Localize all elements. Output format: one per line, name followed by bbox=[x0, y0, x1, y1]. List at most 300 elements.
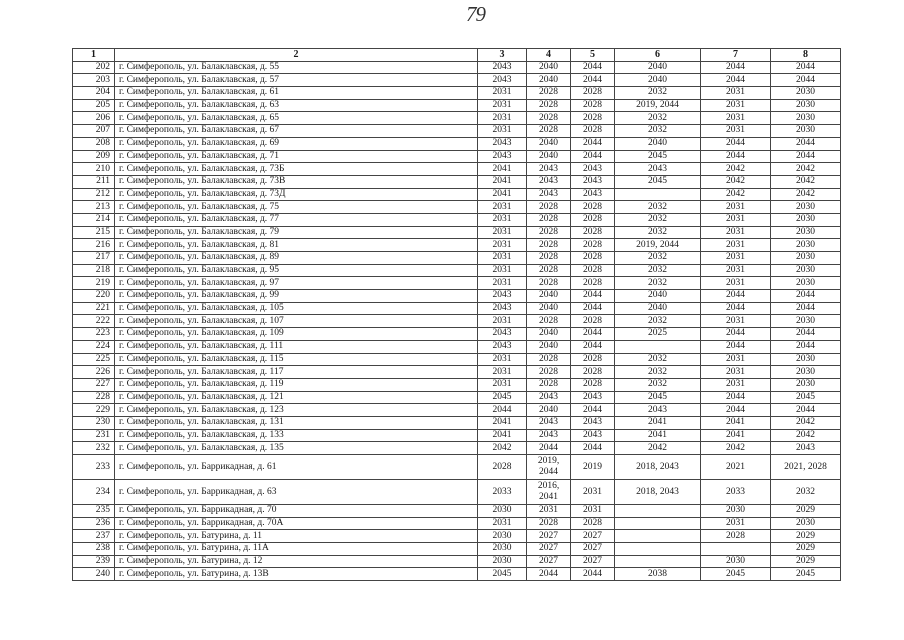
cell-col-3: 2031 bbox=[478, 213, 527, 226]
table-row bbox=[73, 226, 841, 239]
cell-col-3: 2041 bbox=[478, 429, 527, 442]
cell-col-7: 2044 bbox=[701, 290, 771, 303]
cell-col-8: 2044 bbox=[771, 340, 841, 353]
cell-col-4: 2040 bbox=[527, 74, 571, 87]
cell-col-6: 2032 bbox=[615, 264, 701, 277]
cell-col-7: 2031 bbox=[701, 378, 771, 391]
cell-col-3: 2031 bbox=[478, 315, 527, 328]
table-row bbox=[73, 201, 841, 214]
cell-col-5: 2043 bbox=[571, 429, 615, 442]
cell-col-8: 2030 bbox=[771, 99, 841, 112]
cell-col-7: 2031 bbox=[701, 315, 771, 328]
cell-col-4: 2028 bbox=[527, 125, 571, 138]
cell-col-3: 2043 bbox=[478, 290, 527, 303]
cell-col-4: 2027 bbox=[527, 543, 571, 556]
cell-col-3: 2041 bbox=[478, 188, 527, 201]
cell-col-6 bbox=[615, 555, 701, 568]
cell-col-7: 2021 bbox=[701, 455, 771, 480]
cell-col-6: 2040 bbox=[615, 137, 701, 150]
cell-col-7: 2031 bbox=[701, 517, 771, 530]
cell-col-8: 2045 bbox=[771, 568, 841, 581]
cell-col-5: 2027 bbox=[571, 530, 615, 543]
cell-address: г. Симферополь, ул. Баррикадная, д. 70 bbox=[115, 505, 478, 518]
cell-col-4: 2040 bbox=[527, 137, 571, 150]
cell-col-5: 2044 bbox=[571, 61, 615, 74]
cell-col-5: 2043 bbox=[571, 163, 615, 176]
cell-col-3: 2043 bbox=[478, 302, 527, 315]
cell-row-number: 213 bbox=[73, 201, 115, 214]
cell-col-6 bbox=[615, 188, 701, 201]
cell-col-3: 2030 bbox=[478, 530, 527, 543]
cell-col-4: 2028 bbox=[527, 112, 571, 125]
table-row bbox=[73, 252, 841, 265]
cell-col-8: 2030 bbox=[771, 353, 841, 366]
cell-col-5: 2044 bbox=[571, 328, 615, 341]
table-row bbox=[73, 404, 841, 417]
cell-col-8: 2029 bbox=[771, 530, 841, 543]
cell-row-number: 217 bbox=[73, 252, 115, 265]
cell-col-6: 2032 bbox=[615, 125, 701, 138]
cell-row-number: 219 bbox=[73, 277, 115, 290]
cell-col-8: 2030 bbox=[771, 87, 841, 100]
cell-address: г. Симферополь, ул. Батурина, д. 11А bbox=[115, 543, 478, 556]
cell-col-8: 2043 bbox=[771, 442, 841, 455]
table-row bbox=[73, 163, 841, 176]
table-row bbox=[73, 213, 841, 226]
header-row bbox=[73, 49, 841, 62]
cell-col-8: 2044 bbox=[771, 290, 841, 303]
cell-col-4: 2043 bbox=[527, 416, 571, 429]
cell-col-8: 2030 bbox=[771, 378, 841, 391]
cell-col-6: 2032 bbox=[615, 252, 701, 265]
table-row bbox=[73, 239, 841, 252]
cell-col-7: 2044 bbox=[701, 61, 771, 74]
cell-col-3: 2031 bbox=[478, 353, 527, 366]
cell-row-number: 208 bbox=[73, 137, 115, 150]
cell-row-number: 216 bbox=[73, 239, 115, 252]
cell-row-number: 238 bbox=[73, 543, 115, 556]
cell-row-number: 225 bbox=[73, 353, 115, 366]
cell-col-7: 2044 bbox=[701, 74, 771, 87]
cell-col-3: 2031 bbox=[478, 99, 527, 112]
cell-col-3: 2042 bbox=[478, 442, 527, 455]
cell-col-6: 2038 bbox=[615, 568, 701, 581]
cell-row-number: 231 bbox=[73, 429, 115, 442]
cell-col-5: 2019 bbox=[571, 455, 615, 480]
cell-col-4: 2043 bbox=[527, 429, 571, 442]
cell-col-4: 2040 bbox=[527, 340, 571, 353]
cell-col-7: 2042 bbox=[701, 188, 771, 201]
cell-address: г. Симферополь, ул. Балаклавская, д. 131 bbox=[115, 416, 478, 429]
table-row bbox=[73, 74, 841, 87]
cell-col-4: 2044 bbox=[527, 568, 571, 581]
cell-row-number: 233 bbox=[73, 455, 115, 480]
cell-col-8: 2030 bbox=[771, 226, 841, 239]
cell-col-7: 2033 bbox=[701, 480, 771, 505]
cell-col-5: 2028 bbox=[571, 201, 615, 214]
cell-col-6: 2045 bbox=[615, 391, 701, 404]
table-row bbox=[73, 137, 841, 150]
cell-address: г. Симферополь, ул. Батурина, д. 11 bbox=[115, 530, 478, 543]
cell-col-3: 2031 bbox=[478, 125, 527, 138]
cell-col-3: 2031 bbox=[478, 378, 527, 391]
table-row bbox=[73, 429, 841, 442]
cell-col-4: 2027 bbox=[527, 530, 571, 543]
cell-col-6: 2032 bbox=[615, 87, 701, 100]
cell-address: г. Симферополь, ул. Балаклавская, д. 57 bbox=[115, 74, 478, 87]
cell-address: г. Симферополь, ул. Балаклавская, д. 81 bbox=[115, 239, 478, 252]
cell-col-5: 2044 bbox=[571, 404, 615, 417]
table-row bbox=[73, 391, 841, 404]
cell-col-4: 2043 bbox=[527, 175, 571, 188]
cell-col-7: 2030 bbox=[701, 505, 771, 518]
table-row bbox=[73, 530, 841, 543]
cell-col-8: 2030 bbox=[771, 264, 841, 277]
cell-col-4: 2044 bbox=[527, 442, 571, 455]
cell-row-number: 215 bbox=[73, 226, 115, 239]
cell-col-4: 2016, 2041 bbox=[527, 480, 571, 505]
cell-col-5: 2044 bbox=[571, 340, 615, 353]
cell-address: г. Симферополь, ул. Балаклавская, д. 105 bbox=[115, 302, 478, 315]
cell-col-6: 2032 bbox=[615, 366, 701, 379]
table-row bbox=[73, 568, 841, 581]
cell-address: г. Симферополь, ул. Балаклавская, д. 89 bbox=[115, 252, 478, 265]
header-cell-address: 2 bbox=[115, 49, 478, 62]
cell-col-8: 2044 bbox=[771, 328, 841, 341]
cell-row-number: 212 bbox=[73, 188, 115, 201]
cell-col-5: 2031 bbox=[571, 480, 615, 505]
table-row bbox=[73, 125, 841, 138]
cell-col-3: 2031 bbox=[478, 517, 527, 530]
cell-col-3: 2031 bbox=[478, 277, 527, 290]
cell-col-6: 2018, 2043 bbox=[615, 480, 701, 505]
cell-row-number: 227 bbox=[73, 378, 115, 391]
cell-col-8: 2030 bbox=[771, 252, 841, 265]
cell-col-6: 2040 bbox=[615, 290, 701, 303]
cell-col-4: 2028 bbox=[527, 99, 571, 112]
cell-address: г. Симферополь, ул. Балаклавская, д. 119 bbox=[115, 378, 478, 391]
cell-col-7: 2044 bbox=[701, 391, 771, 404]
table-row bbox=[73, 175, 841, 188]
cell-col-8: 2044 bbox=[771, 404, 841, 417]
table-row bbox=[73, 442, 841, 455]
cell-col-6: 2032 bbox=[615, 378, 701, 391]
cell-col-3: 2043 bbox=[478, 137, 527, 150]
cell-address: г. Симферополь, ул. Балаклавская, д. 75 bbox=[115, 201, 478, 214]
cell-col-4: 2028 bbox=[527, 213, 571, 226]
cell-row-number: 205 bbox=[73, 99, 115, 112]
cell-col-8: 2029 bbox=[771, 543, 841, 556]
cell-col-5: 2043 bbox=[571, 416, 615, 429]
cell-row-number: 202 bbox=[73, 61, 115, 74]
table-row bbox=[73, 87, 841, 100]
cell-col-3: 2043 bbox=[478, 61, 527, 74]
cell-address: г. Симферополь, ул. Балаклавская, д. 135 bbox=[115, 442, 478, 455]
cell-col-6 bbox=[615, 505, 701, 518]
cell-address: г. Симферополь, ул. Балаклавская, д. 73В bbox=[115, 175, 478, 188]
cell-col-4: 2028 bbox=[527, 87, 571, 100]
table-row bbox=[73, 150, 841, 163]
cell-address: г. Симферополь, ул. Балаклавская, д. 95 bbox=[115, 264, 478, 277]
cell-col-8: 2029 bbox=[771, 505, 841, 518]
cell-col-6 bbox=[615, 543, 701, 556]
cell-col-4: 2043 bbox=[527, 391, 571, 404]
cell-address: г. Симферополь, ул. Баррикадная, д. 63 bbox=[115, 480, 478, 505]
header-cell-col-4: 4 bbox=[527, 49, 571, 62]
cell-col-3: 2028 bbox=[478, 455, 527, 480]
cell-col-6: 2042 bbox=[615, 442, 701, 455]
cell-address: г. Симферополь, ул. Балаклавская, д. 121 bbox=[115, 391, 478, 404]
cell-col-3: 2045 bbox=[478, 391, 527, 404]
cell-col-5: 2044 bbox=[571, 442, 615, 455]
cell-col-5: 2028 bbox=[571, 87, 615, 100]
cell-row-number: 232 bbox=[73, 442, 115, 455]
cell-col-4: 2028 bbox=[527, 277, 571, 290]
cell-col-4: 2040 bbox=[527, 61, 571, 74]
cell-col-4: 2040 bbox=[527, 290, 571, 303]
table-row bbox=[73, 543, 841, 556]
cell-col-3: 2031 bbox=[478, 366, 527, 379]
cell-col-8: 2042 bbox=[771, 175, 841, 188]
cell-row-number: 207 bbox=[73, 125, 115, 138]
cell-row-number: 235 bbox=[73, 505, 115, 518]
cell-col-4: 2028 bbox=[527, 366, 571, 379]
cell-address: г. Симферополь, ул. Балаклавская, д. 109 bbox=[115, 328, 478, 341]
cell-col-5: 2044 bbox=[571, 74, 615, 87]
cell-col-8: 2030 bbox=[771, 239, 841, 252]
table-row bbox=[73, 555, 841, 568]
cell-address: г. Симферополь, ул. Балаклавская, д. 133 bbox=[115, 429, 478, 442]
table-row bbox=[73, 340, 841, 353]
cell-col-4: 2040 bbox=[527, 302, 571, 315]
cell-col-6: 2032 bbox=[615, 226, 701, 239]
cell-row-number: 218 bbox=[73, 264, 115, 277]
cell-address: г. Симферополь, ул. Балаклавская, д. 63 bbox=[115, 99, 478, 112]
cell-col-6: 2041 bbox=[615, 416, 701, 429]
cell-row-number: 234 bbox=[73, 480, 115, 505]
cell-col-6 bbox=[615, 340, 701, 353]
cell-row-number: 230 bbox=[73, 416, 115, 429]
cell-col-5: 2043 bbox=[571, 391, 615, 404]
cell-col-8: 2021, 2028 bbox=[771, 455, 841, 480]
cell-row-number: 226 bbox=[73, 366, 115, 379]
cell-address: г. Симферополь, ул. Баррикадная, д. 61 bbox=[115, 455, 478, 480]
cell-col-3: 2041 bbox=[478, 175, 527, 188]
cell-col-7: 2031 bbox=[701, 125, 771, 138]
cell-row-number: 229 bbox=[73, 404, 115, 417]
cell-col-5: 2028 bbox=[571, 252, 615, 265]
cell-address: г. Симферополь, ул. Балаклавская, д. 97 bbox=[115, 277, 478, 290]
cell-col-5: 2028 bbox=[571, 112, 615, 125]
page-number: 79 bbox=[466, 2, 485, 26]
cell-col-4: 2028 bbox=[527, 252, 571, 265]
cell-col-7: 2044 bbox=[701, 340, 771, 353]
cell-col-4: 2043 bbox=[527, 188, 571, 201]
cell-col-7: 2031 bbox=[701, 353, 771, 366]
cell-col-8: 2045 bbox=[771, 391, 841, 404]
cell-address: г. Симферополь, ул. Балаклавская, д. 123 bbox=[115, 404, 478, 417]
housing-repair-schedule-table bbox=[72, 48, 841, 581]
cell-col-8: 2032 bbox=[771, 480, 841, 505]
table-row bbox=[73, 188, 841, 201]
cell-address: г. Симферополь, ул. Балаклавская, д. 73Б bbox=[115, 163, 478, 176]
cell-col-6: 2032 bbox=[615, 315, 701, 328]
cell-col-7: 2041 bbox=[701, 416, 771, 429]
cell-col-8: 2042 bbox=[771, 163, 841, 176]
cell-col-5: 2028 bbox=[571, 125, 615, 138]
cell-col-3: 2031 bbox=[478, 201, 527, 214]
table-row bbox=[73, 112, 841, 125]
cell-col-6: 2032 bbox=[615, 112, 701, 125]
cell-row-number: 210 bbox=[73, 163, 115, 176]
cell-row-number: 204 bbox=[73, 87, 115, 100]
cell-col-7: 2045 bbox=[701, 568, 771, 581]
cell-col-5: 2031 bbox=[571, 505, 615, 518]
header-cell-row-number: 1 bbox=[73, 49, 115, 62]
cell-col-3: 2041 bbox=[478, 416, 527, 429]
cell-col-3: 2043 bbox=[478, 74, 527, 87]
cell-address: г. Симферополь, ул. Балаклавская, д. 69 bbox=[115, 137, 478, 150]
cell-col-7: 2042 bbox=[701, 442, 771, 455]
cell-col-7: 2031 bbox=[701, 252, 771, 265]
cell-col-8: 2044 bbox=[771, 74, 841, 87]
cell-row-number: 206 bbox=[73, 112, 115, 125]
cell-col-6: 2032 bbox=[615, 213, 701, 226]
cell-col-4: 2028 bbox=[527, 378, 571, 391]
cell-col-7: 2042 bbox=[701, 163, 771, 176]
cell-col-3: 2044 bbox=[478, 404, 527, 417]
cell-col-6: 2032 bbox=[615, 201, 701, 214]
cell-col-8: 2030 bbox=[771, 112, 841, 125]
cell-col-8: 2029 bbox=[771, 555, 841, 568]
cell-col-3: 2041 bbox=[478, 163, 527, 176]
cell-address: г. Симферополь, ул. Балаклавская, д. 71 bbox=[115, 150, 478, 163]
cell-col-7: 2042 bbox=[701, 175, 771, 188]
cell-col-5: 2044 bbox=[571, 150, 615, 163]
cell-col-8: 2030 bbox=[771, 315, 841, 328]
cell-col-7: 2044 bbox=[701, 404, 771, 417]
cell-col-8: 2030 bbox=[771, 366, 841, 379]
cell-col-5: 2028 bbox=[571, 378, 615, 391]
table-row bbox=[73, 61, 841, 74]
cell-col-6: 2043 bbox=[615, 404, 701, 417]
cell-row-number: 223 bbox=[73, 328, 115, 341]
cell-col-4: 2027 bbox=[527, 555, 571, 568]
table-body bbox=[73, 61, 841, 580]
cell-address: г. Симферополь, ул. Балаклавская, д. 117 bbox=[115, 366, 478, 379]
cell-col-8: 2044 bbox=[771, 61, 841, 74]
cell-col-5: 2028 bbox=[571, 366, 615, 379]
header-cell-col-5: 5 bbox=[571, 49, 615, 62]
table-row bbox=[73, 290, 841, 303]
table-row bbox=[73, 277, 841, 290]
table-row bbox=[73, 416, 841, 429]
cell-col-8: 2030 bbox=[771, 201, 841, 214]
cell-col-3: 2030 bbox=[478, 543, 527, 556]
cell-col-4: 2019, 2044 bbox=[527, 455, 571, 480]
cell-row-number: 209 bbox=[73, 150, 115, 163]
cell-col-7: 2028 bbox=[701, 530, 771, 543]
cell-col-7: 2031 bbox=[701, 213, 771, 226]
cell-col-3: 2031 bbox=[478, 112, 527, 125]
cell-col-6: 2019, 2044 bbox=[615, 239, 701, 252]
cell-col-5: 2028 bbox=[571, 99, 615, 112]
cell-col-7: 2044 bbox=[701, 302, 771, 315]
cell-col-5: 2028 bbox=[571, 213, 615, 226]
cell-address: г. Симферополь, ул. Балаклавская, д. 67 bbox=[115, 125, 478, 138]
cell-col-8: 2030 bbox=[771, 213, 841, 226]
cell-address: г. Симферополь, ул. Балаклавская, д. 73Д bbox=[115, 188, 478, 201]
cell-col-6: 2040 bbox=[615, 61, 701, 74]
cell-address: г. Симферополь, ул. Балаклавская, д. 79 bbox=[115, 226, 478, 239]
header-cell-col-6: 6 bbox=[615, 49, 701, 62]
cell-col-6: 2025 bbox=[615, 328, 701, 341]
table-row bbox=[73, 315, 841, 328]
cell-col-3: 2031 bbox=[478, 239, 527, 252]
cell-col-4: 2043 bbox=[527, 163, 571, 176]
cell-col-6: 2032 bbox=[615, 277, 701, 290]
cell-col-4: 2040 bbox=[527, 150, 571, 163]
cell-row-number: 211 bbox=[73, 175, 115, 188]
cell-col-3: 2043 bbox=[478, 340, 527, 353]
cell-col-7: 2031 bbox=[701, 366, 771, 379]
cell-col-6: 2040 bbox=[615, 302, 701, 315]
table-row bbox=[73, 366, 841, 379]
cell-col-4: 2031 bbox=[527, 505, 571, 518]
cell-col-7: 2044 bbox=[701, 150, 771, 163]
cell-col-3: 2030 bbox=[478, 505, 527, 518]
cell-col-8: 2030 bbox=[771, 277, 841, 290]
cell-col-5: 2044 bbox=[571, 568, 615, 581]
table-row bbox=[73, 264, 841, 277]
cell-col-5: 2028 bbox=[571, 353, 615, 366]
table-row bbox=[73, 455, 841, 480]
cell-col-8: 2044 bbox=[771, 137, 841, 150]
cell-col-7: 2031 bbox=[701, 264, 771, 277]
cell-col-5: 2028 bbox=[571, 315, 615, 328]
table-row bbox=[73, 505, 841, 518]
cell-row-number: 221 bbox=[73, 302, 115, 315]
cell-col-7: 2044 bbox=[701, 328, 771, 341]
cell-col-8: 2044 bbox=[771, 150, 841, 163]
cell-col-3: 2043 bbox=[478, 328, 527, 341]
cell-col-7: 2031 bbox=[701, 226, 771, 239]
cell-col-8: 2042 bbox=[771, 429, 841, 442]
cell-col-6: 2019, 2044 bbox=[615, 99, 701, 112]
cell-address: г. Симферополь, ул. Балаклавская, д. 115 bbox=[115, 353, 478, 366]
table-row bbox=[73, 480, 841, 505]
cell-col-6: 2040 bbox=[615, 74, 701, 87]
cell-col-7 bbox=[701, 543, 771, 556]
cell-col-5: 2028 bbox=[571, 226, 615, 239]
cell-col-7: 2031 bbox=[701, 277, 771, 290]
cell-col-5: 2044 bbox=[571, 302, 615, 315]
cell-row-number: 239 bbox=[73, 555, 115, 568]
cell-address: г. Симферополь, ул. Балаклавская, д. 55 bbox=[115, 61, 478, 74]
cell-col-5: 2027 bbox=[571, 543, 615, 556]
cell-col-8: 2042 bbox=[771, 188, 841, 201]
cell-col-7: 2041 bbox=[701, 429, 771, 442]
cell-col-8: 2030 bbox=[771, 125, 841, 138]
cell-col-8: 2030 bbox=[771, 517, 841, 530]
cell-row-number: 203 bbox=[73, 74, 115, 87]
cell-col-4: 2040 bbox=[527, 328, 571, 341]
cell-col-8: 2044 bbox=[771, 302, 841, 315]
cell-col-3: 2033 bbox=[478, 480, 527, 505]
cell-row-number: 220 bbox=[73, 290, 115, 303]
cell-col-8: 2042 bbox=[771, 416, 841, 429]
cell-col-3: 2031 bbox=[478, 226, 527, 239]
